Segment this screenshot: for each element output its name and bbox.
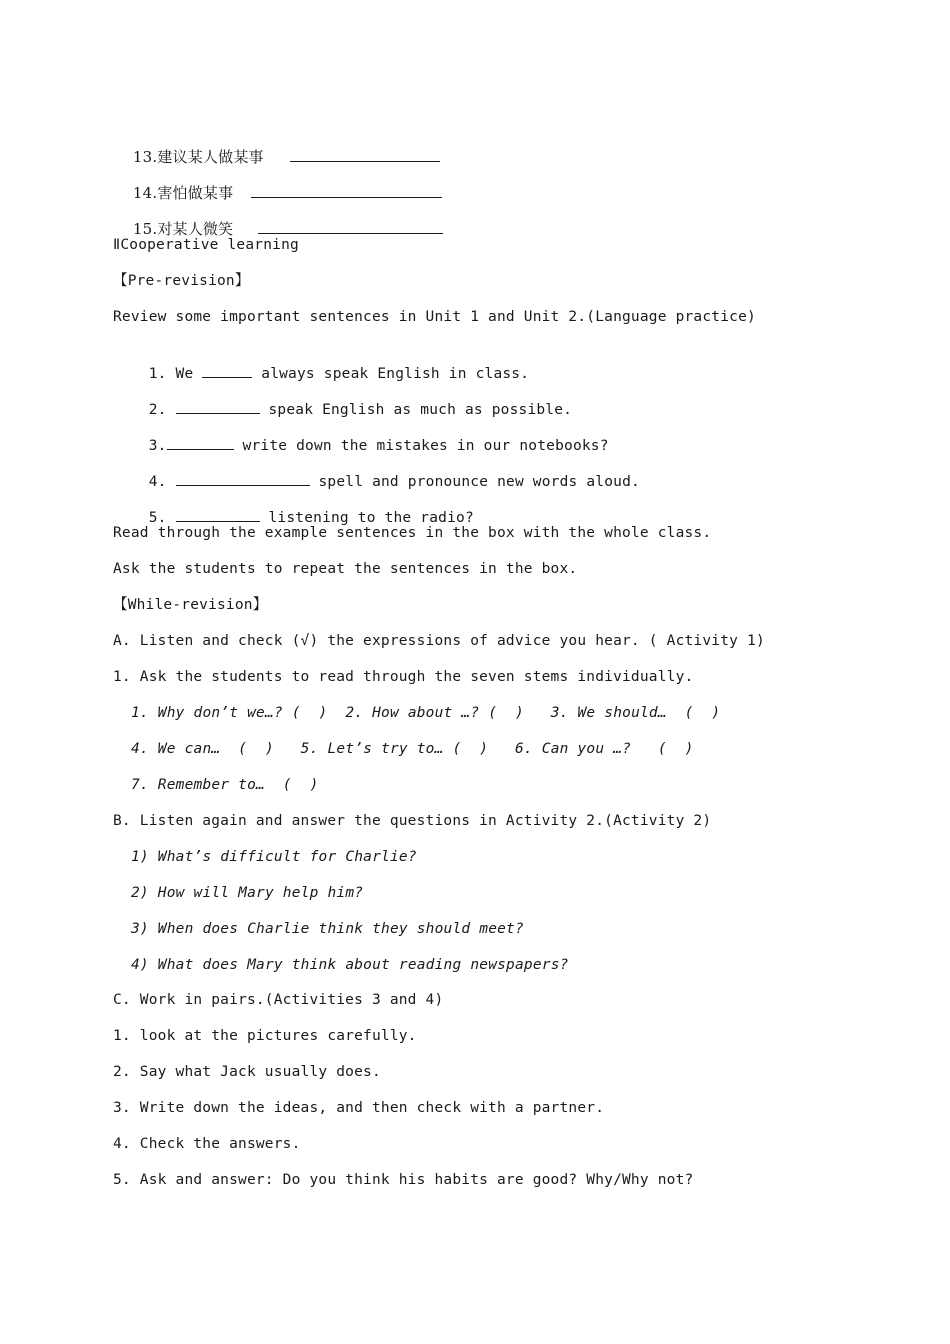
item-text: listening to the radio? bbox=[268, 510, 474, 526]
answer-blank[interactable] bbox=[258, 219, 443, 234]
stems-row-1: 1. Why don’t we…? ( ) 2. How about …? ( ) 3. We should… ( ) bbox=[131, 705, 721, 721]
item-text: always speak English in class. bbox=[261, 366, 530, 382]
activity-b-question-4: 4) What does Mary think about reading newspapers? bbox=[131, 957, 569, 973]
item-number: 5. bbox=[148, 510, 167, 526]
pre-revision-note-1: Read through the example sentences in the box with the whole class. bbox=[113, 525, 712, 541]
answer-blank[interactable] bbox=[251, 183, 442, 198]
activity-a-step: 1. Ask the students to read through the seven stems individually. bbox=[113, 669, 694, 685]
section-title: ⅡCooperative learning bbox=[113, 237, 299, 253]
stems-row-2: 4. We can… ( ) 5. Let’s try to… ( ) 6. Can you …? ( ) bbox=[131, 741, 694, 757]
pre-revision-intro: Review some important sentences in Unit 1 and Unit 2.(Language practice) bbox=[113, 309, 756, 325]
item-text: speak English as much as possible. bbox=[268, 402, 573, 418]
answer-blank[interactable] bbox=[176, 399, 260, 414]
pre-revision-note-2: Ask the students to repeat the sentences in the box. bbox=[113, 561, 578, 577]
activity-c-step-2: 2. Say what Jack usually does. bbox=[113, 1064, 381, 1080]
vocab-item-text: 15.对某人微笑 bbox=[132, 220, 234, 238]
item-number: 3. bbox=[148, 438, 167, 454]
item-number: 2. bbox=[148, 402, 167, 418]
activity-b-question-2: 2) How will Mary help him? bbox=[131, 885, 364, 901]
activity-b-title: B. Listen again and answer the questions in Activity 2.(Activity 2) bbox=[113, 813, 712, 829]
item-number: 1. We bbox=[148, 366, 194, 382]
answer-blank[interactable] bbox=[202, 363, 252, 378]
activity-c-step-1: 1. look at the pictures carefully. bbox=[113, 1028, 417, 1044]
while-revision-heading: 【While-revision】 bbox=[113, 597, 268, 613]
answer-blank[interactable] bbox=[290, 147, 440, 162]
activity-c-step-3: 3. Write down the ideas, and then check with a partner. bbox=[113, 1100, 605, 1116]
activity-c-step-5: 5. Ask and answer: Do you think his habits are good? Why/Why not? bbox=[113, 1172, 694, 1188]
answer-blank[interactable] bbox=[176, 507, 260, 522]
item-text: write down the mistakes in our notebooks? bbox=[242, 438, 609, 454]
activity-c-title: C. Work in pairs.(Activities 3 and 4) bbox=[113, 992, 444, 1008]
activity-a-title: A. Listen and check (√) the expressions of advice you hear. ( Activity 1) bbox=[113, 633, 765, 649]
vocab-item-text: 13.建议某人做某事 bbox=[132, 148, 264, 166]
activity-b-question-1: 1) What’s difficult for Charlie? bbox=[131, 849, 417, 865]
answer-blank[interactable] bbox=[167, 435, 234, 450]
activity-c-step-4: 4. Check the answers. bbox=[113, 1136, 301, 1152]
answer-blank[interactable] bbox=[176, 471, 310, 486]
item-number: 4. bbox=[148, 474, 167, 490]
vocab-item-text: 14.害怕做某事 bbox=[132, 184, 234, 202]
pre-revision-heading: 【Pre-revision】 bbox=[113, 273, 250, 289]
stems-row-3: 7. Remember to… ( ) bbox=[131, 777, 319, 793]
activity-b-question-3: 3) When does Charlie think they should meet? bbox=[131, 921, 524, 937]
item-text: spell and pronounce new words aloud. bbox=[318, 474, 640, 490]
